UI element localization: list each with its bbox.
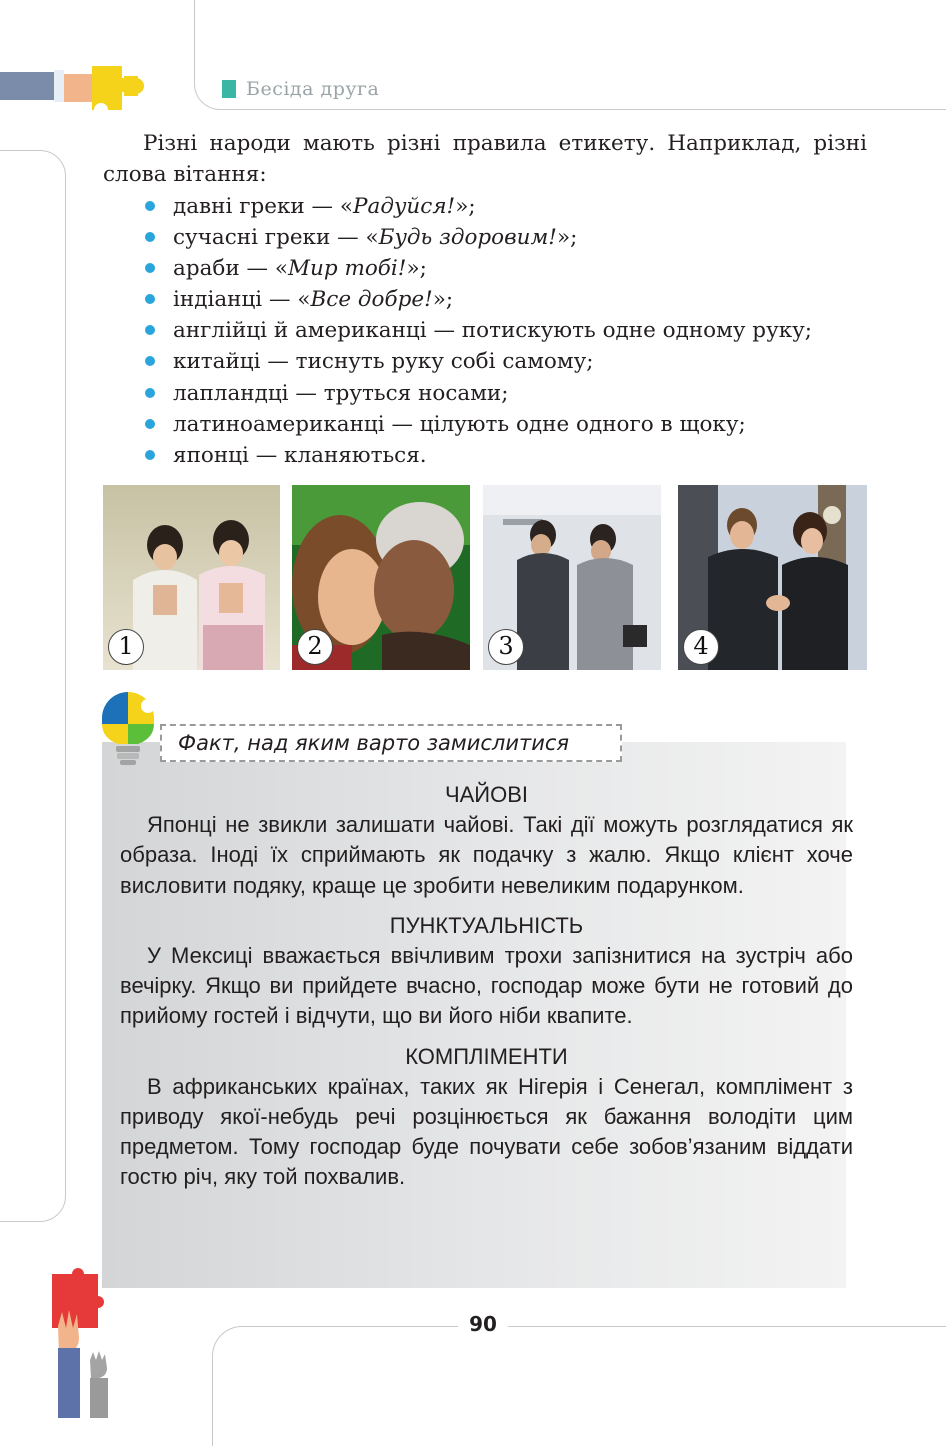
photo-2 (292, 485, 470, 670)
list-item: англійці й американці — потискують одне одному руку; (145, 315, 812, 346)
fact-heading-punctuality: ПУНКТУАЛЬНІСТЬ (389, 912, 584, 938)
list-item: давні греки — «Радуйся!»; (145, 191, 812, 222)
list-item: сучасні греки — «Будь здоровим!»; (145, 222, 812, 253)
section-label-text: Бесіда друга (246, 78, 380, 100)
fact-heading-tips: ЧАЙОВІ (444, 782, 529, 807)
greetings-list (145, 191, 812, 471)
fact-text (120, 780, 853, 1193)
fact-heading-compliments: КОМПЛІМЕНТИ (405, 1043, 568, 1069)
hand-puzzle-icon (0, 60, 160, 116)
list-item: араби — «Мир тобі!»; (145, 253, 812, 284)
list-item: китайці — тиснуть руку собі самому; (145, 346, 812, 377)
list-item: лапландці — труться носами; (145, 378, 812, 409)
list-item: японці — кланяються. (145, 440, 812, 471)
lightbulb-puzzle-icon (100, 690, 162, 770)
photo-number: 3 (488, 629, 524, 665)
fact-paragraph-compliments: В африканських країнах, таких як Нігерія і Сенегал, комплімент з приводу якої-небудь речі розцінюється як бажання володіти цим предметом. Тому господар буде почувати себе зобов’язаним віддати гостю річ, яку той похвалив. (120, 1073, 853, 1190)
section-square-icon (222, 80, 236, 98)
photo-number: 1 (108, 629, 144, 665)
list-item: індіанці — «Все добре!»; (145, 284, 812, 315)
raised-hands-puzzle-icon (48, 1264, 118, 1418)
photo-4 (678, 485, 867, 670)
fact-title: Факт, над яким варто замислитися (160, 724, 622, 762)
photo-3 (483, 485, 661, 670)
photo-number: 4 (683, 629, 719, 665)
fact-paragraph-tips: Японці не звикли залишати чайові. Такі дії можуть розглядатися як образа. Іноді їх сприймають як подачку з жалю. Якщо клієнт хоче висловити подяку, краще це зробити невеликим подарунком. (120, 812, 853, 898)
page-frame-left (0, 150, 66, 1222)
page-number: 90 (458, 1312, 508, 1336)
photo-number: 2 (297, 629, 333, 665)
list-item: латиноамериканці — цілують одне одного в щоку; (145, 409, 812, 440)
intro-text: Різні народи мають різні правила етикету. Наприклад, різні слова вітання: (103, 131, 867, 187)
page-frame-bottom (212, 1326, 946, 1446)
intro-paragraph (103, 128, 867, 190)
fact-paragraph-punctuality: У Мексиці вважається ввічливим трохи запізнитися на зустріч або вечірку. Якщо ви прийдете вчасно, господар може бути не готовий до прийому гостей і відчути, що ви його ніби квапите. (120, 943, 853, 1029)
photo-1 (103, 485, 280, 670)
section-label (222, 78, 379, 100)
